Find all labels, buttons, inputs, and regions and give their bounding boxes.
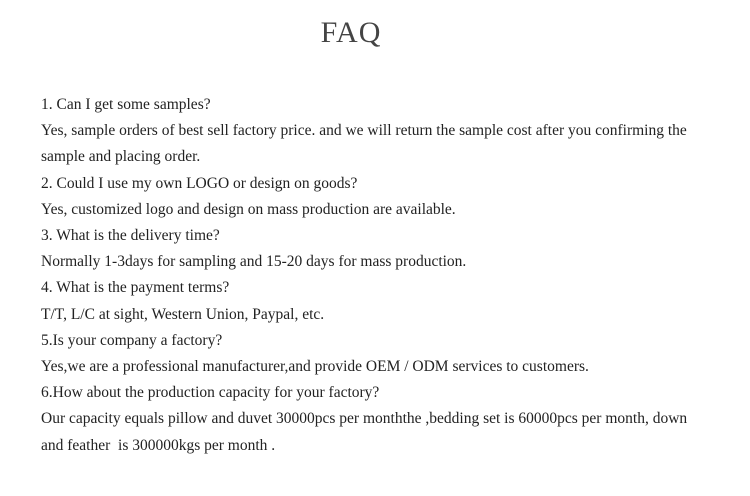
faq-question-6: 6.How about the production capacity for your factory? (41, 384, 380, 402)
faq-question-3: 3. What is the delivery time? (41, 227, 220, 245)
faq-answer-3: Normally 1-3days for sampling and 15-20 days for mass production. (41, 253, 467, 271)
faq-question-1: 1. Can I get some samples? (41, 96, 211, 113)
page-title: FAQ (320, 16, 382, 49)
faq-answer-2: Yes, customized logo and design on mass production are available. (41, 200, 456, 218)
faq-question-2: 2. Could I use my own LOGO or design on goods? (41, 174, 358, 192)
faq-answer-1: Yes, sample orders of best sell factory price. and we will return the sample cost after you confirming the sample and placing order. (41, 122, 687, 166)
faq-list (41, 92, 701, 459)
faq-answer-5: Yes,we are a professional manufacturer,and provide OEM / ODM services to customers. (41, 358, 589, 376)
faq-question-4: 4. What is the payment terms? (41, 279, 230, 297)
faq-question-5: 5.Is your company a factory? (41, 331, 223, 349)
faq-answer-4: T/T, L/C at sight, Western Union, Paypal, etc. (41, 305, 325, 323)
faq-answer-6: Our capacity equals pillow and duvet 30000pcs per monththe ,bedding set is 60000pcs per month, down and feather is 300000kgs per month . (41, 410, 692, 454)
